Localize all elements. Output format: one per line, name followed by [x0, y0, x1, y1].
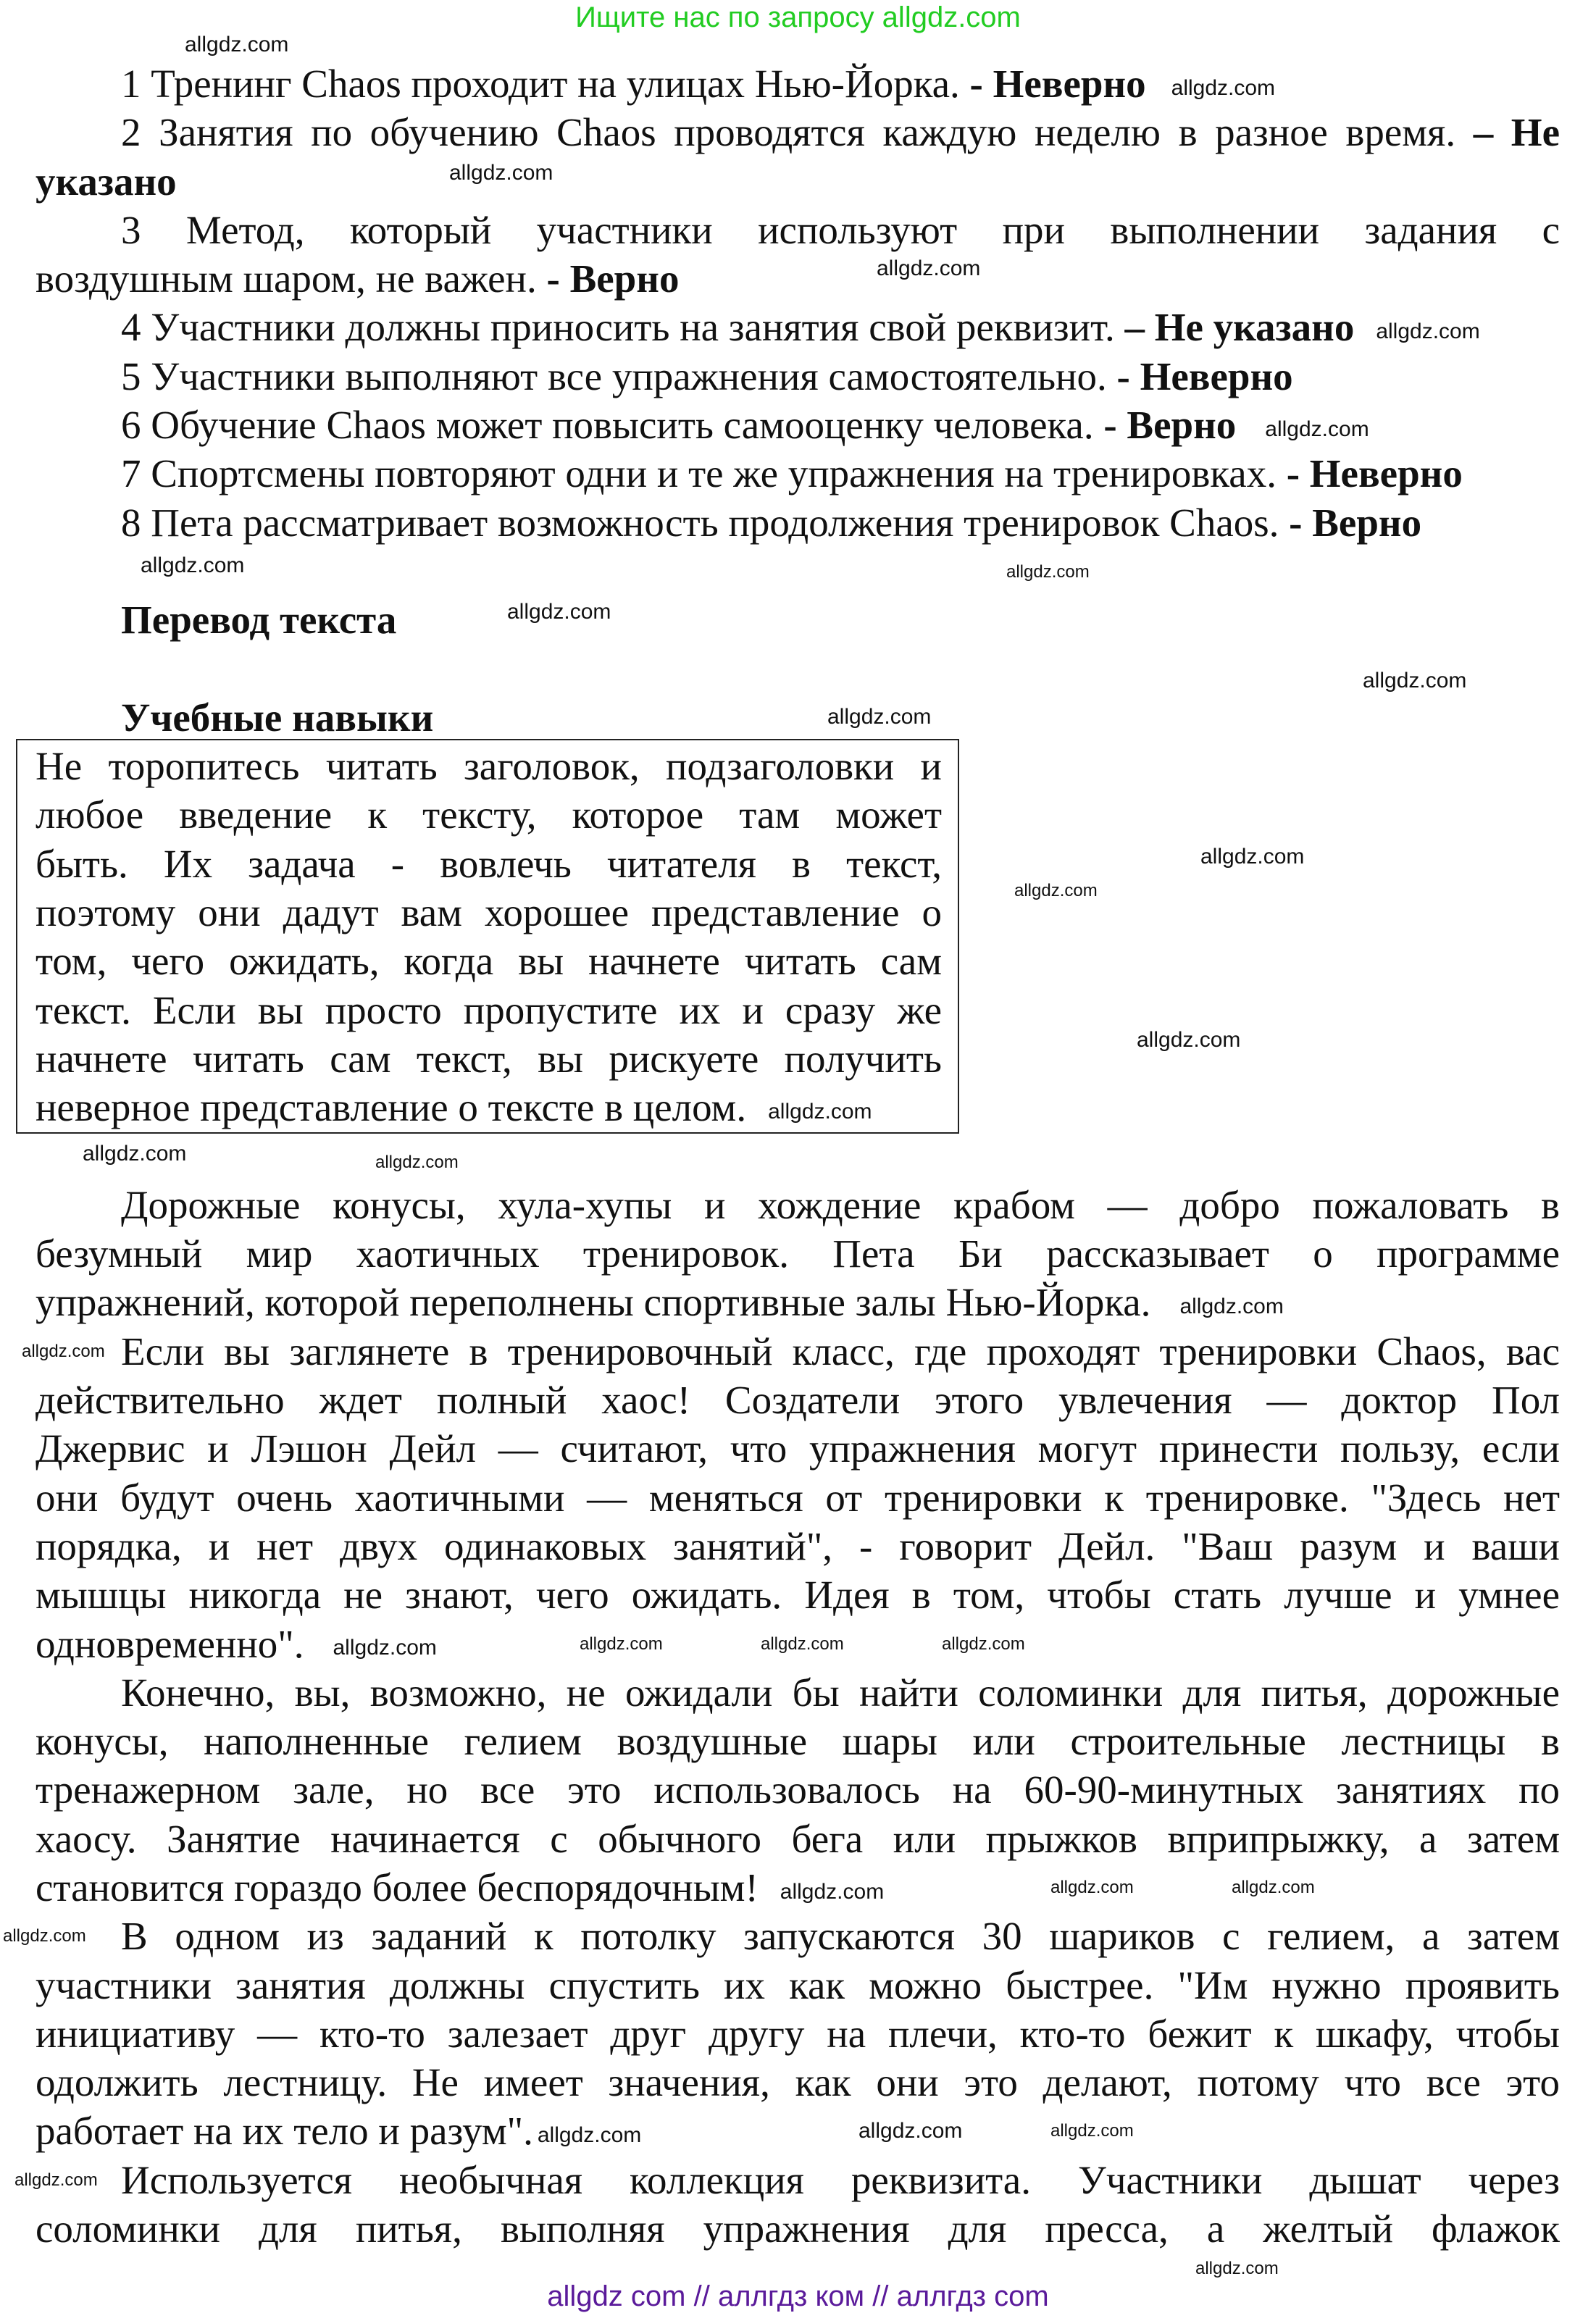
watermark: allgdz.com [942, 1634, 1025, 1654]
paragraph-line [0, 1376, 1596, 1424]
answer-line [0, 59, 1596, 108]
paragraph-line [0, 2204, 1596, 2253]
section-heading [0, 595, 1596, 644]
watermark: allgdz.com [22, 1342, 105, 1361]
watermark: allgdz.com [333, 1636, 437, 1660]
answer-line [0, 352, 1596, 401]
watermark: allgdz.com [1265, 417, 1369, 441]
watermark: allgdz.com [768, 1099, 872, 1124]
paragraph-text: одновременно". [35, 1621, 304, 1666]
box-text: неверное представление о тексте в целом. [35, 1085, 747, 1130]
box-text: текст. Если вы просто пропустите их и сразу же [35, 987, 942, 1032]
site-banner: Ищите нас по запросу allgdz.com [575, 1, 1021, 33]
paragraph-text: Дорожные конусы, хула-хупы и хождение крабом — добро пожаловать в [121, 1182, 1560, 1227]
watermark: allgdz.com [507, 600, 611, 624]
watermark: allgdz.com [1376, 319, 1480, 344]
paragraph-line [0, 1863, 1596, 1912]
answer-statement: 4 Участники должны приносить на занятия свой реквизит. [121, 305, 1125, 350]
paragraph-line [0, 1181, 1596, 1229]
watermark: allgdz.com [761, 1634, 844, 1654]
box-line [0, 1034, 1596, 1083]
watermark: allgdz.com [185, 33, 289, 57]
box-line [0, 840, 1596, 888]
paragraph-line [0, 1522, 1596, 1570]
paragraph-line [0, 1765, 1596, 1814]
box-text: поэтому они дадут вам хорошее представление о [35, 890, 942, 935]
answer-statement: 2 Занятия по обучению Chaos проводятся каждую неделю в разное время. [121, 110, 1474, 155]
section-heading [0, 693, 1596, 742]
watermark: allgdz.com [14, 2170, 98, 2190]
watermark: allgdz.com [1137, 1028, 1241, 1052]
answer-line [0, 206, 1596, 254]
paragraph-text: тренажерном зале, но все это использовалось на 60-90-минутных занятиях по [35, 1768, 1560, 1812]
answer-line [0, 449, 1596, 498]
paragraph-text: упражнений, которой переполнены спортивные залы Нью-Йорка. [35, 1280, 1151, 1325]
watermark: allgdz.com [1195, 2259, 1279, 2278]
watermark: allgdz.com [1179, 1294, 1284, 1319]
paragraph-line [0, 2009, 1596, 2058]
answer-line [0, 157, 1596, 206]
paragraph-line [0, 1327, 1596, 1376]
answer-verdict: - Неверно [969, 62, 1146, 106]
watermark: allgdz.com [1171, 75, 1276, 100]
watermark: allgdz.com [1232, 1878, 1315, 1897]
box-text: том, чего ожидать, когда вы начнете читать сам [35, 939, 942, 984]
answer-verdict: - Неверно [1286, 451, 1463, 496]
paragraph-text: Конечно, вы, возможно, не ожидали бы найти соломинки для питья, дорожные [121, 1670, 1560, 1715]
paragraph-line [0, 2107, 1596, 2155]
paragraph-text: работает на их тело и разум". [35, 2109, 533, 2154]
answer-line [0, 401, 1596, 449]
watermark: allgdz.com [537, 2123, 642, 2148]
paragraph-line [0, 1570, 1596, 1619]
answer-statement: воздушным шаром, не важен. [35, 256, 547, 301]
paragraph-text: Используется необычная коллекция реквизита. Участники дышат через [121, 2157, 1560, 2202]
translation-heading: Перевод текста [121, 598, 397, 643]
answer-verdict: - Неверно [1116, 354, 1293, 398]
answer-statement: 3 Метод, который участники используют при выполнении задания с [121, 207, 1560, 252]
watermark: allgdz.com [1014, 881, 1098, 900]
box-text: начнете читать сам текст, вы рискуете получить [35, 1036, 942, 1081]
paragraph-line [0, 2156, 1596, 2204]
answer-line [0, 498, 1596, 547]
box-line [0, 937, 1596, 985]
answer-statement: 7 Спортсмены повторяют одни и те же упражнения на тренировках. [121, 451, 1287, 496]
paragraph-line [0, 1717, 1596, 1765]
paragraph-text: соломинки для питья, выполняя упражнения для пресса, а желтый флажок [35, 2207, 1560, 2251]
paragraph-line [0, 1668, 1596, 1717]
watermark: allgdz.com [1006, 562, 1090, 582]
answer-statement: 1 Тренинг Chaos проходит на улицах Нью-Йорка. [121, 62, 970, 106]
blank-line [0, 645, 1596, 693]
paragraph-text: безумный мир хаотичных тренировок. Пета Би рассказывает о программе [35, 1231, 1560, 1276]
box-line [0, 986, 1596, 1034]
paragraph-text: одолжить лестницу. Не имеет значения, как они это делают, потому что все это [35, 2060, 1560, 2105]
answer-verdict: – Не указано [1124, 305, 1355, 350]
paragraph-text: участники занятия должны спустить их как можно быстрее. "Им нужно проявить [35, 1962, 1560, 2007]
watermark: allgdz.com [1363, 669, 1467, 693]
paragraph-text: Если вы заглянете в тренировочный класс, где проходят тренировки Chaos, вас [121, 1329, 1560, 1373]
box-line [0, 790, 1596, 839]
answer-statement: 8 Пета рассматривает возможность продолжения тренировок Chaos. [121, 500, 1290, 545]
answer-line [0, 254, 1596, 303]
watermark: allgdz.com [780, 1879, 885, 1904]
answer-verdict: - Верно [546, 256, 680, 301]
answer-verdict: – Не [1473, 110, 1560, 155]
paragraph-line [0, 1961, 1596, 2009]
paragraph-line [0, 1473, 1596, 1522]
watermark: allgdz.com [3, 1926, 86, 1946]
watermark: allgdz.com [858, 2119, 963, 2143]
paragraph-line [0, 2058, 1596, 2107]
paragraph-text: В одном из заданий к потолку запускаются 30 шариков с гелием, а затем [121, 1914, 1560, 1959]
paragraph-text: становится гораздо более беспорядочным! [35, 1865, 759, 1910]
watermark: allgdz.com [827, 705, 932, 729]
paragraph-text: действительно ждет полный хаос! Создатели этого увлечения — доктор Пол [35, 1378, 1560, 1423]
answer-verdict: указано [35, 159, 177, 204]
box-line [0, 1083, 1596, 1132]
watermark: allgdz.com [449, 161, 553, 185]
paragraph-text: конусы, наполненные гелием воздушные шары или строительные лестницы в [35, 1719, 1560, 1764]
paragraph-line [0, 1424, 1596, 1473]
paragraph-text: мышцы никогда не знают, чего ожидать. Идея в том, чтобы стать лучше и умнее [35, 1573, 1560, 1618]
footer-banner: allgdz com // аллгдз ком // аллгдз com [547, 2280, 1049, 2312]
paragraph-text: инициативу — кто-то залезает друг другу на плечи, кто-то бежит к шкафу, чтобы [35, 2011, 1560, 2056]
box-text: быть. Их задача - вовлечь читателя в текст, [35, 841, 942, 886]
box-line [0, 888, 1596, 937]
paragraph-text: они будут очень хаотичными — меняться от тренировки к тренировке. "Здесь нет [35, 1475, 1560, 1520]
watermark: allgdz.com [83, 1142, 187, 1166]
paragraph-text: Джервис и Лэшон Дейл — считают, что упражнения могут принести пользу, если [35, 1426, 1560, 1471]
watermark: allgdz.com [375, 1153, 459, 1172]
blank-line [0, 1132, 1596, 1181]
document-body [0, 59, 1596, 2253]
answer-statement: 6 Обучение Chaos может повысить самооценку человека. [121, 403, 1104, 448]
paragraph-line [0, 1229, 1596, 1278]
watermark: allgdz.com [1050, 1878, 1134, 1897]
watermark: allgdz.com [1200, 845, 1305, 869]
answer-line [0, 303, 1596, 351]
paragraph-line [0, 1815, 1596, 1863]
watermark: allgdz.com [1050, 2121, 1134, 2141]
watermark: allgdz.com [580, 1634, 663, 1654]
paragraph-text: хаосу. Занятие начинается с обычного бега или прыжков вприпрыжку, а затем [35, 1816, 1560, 1861]
box-text: Не торопитесь читать заголовок, подзаголовки и [35, 744, 942, 789]
skills-heading: Учебные навыки [121, 695, 434, 740]
answer-verdict: - Верно [1103, 403, 1237, 448]
watermark: allgdz.com [141, 553, 245, 577]
answer-verdict: - Верно [1289, 500, 1422, 545]
paragraph-line [0, 1912, 1596, 1960]
box-text: любое введение к тексту, которое там может [35, 792, 942, 837]
box-line [0, 742, 1596, 790]
paragraph-text: порядка, и нет двух одинаковых занятий", - говорит Дейл. "Ваш разум и ваши [35, 1523, 1560, 1568]
answer-statement: 5 Участники выполняют все упражнения самостоятельно. [121, 354, 1117, 398]
answer-line [0, 108, 1596, 156]
paragraph-line [0, 1278, 1596, 1326]
watermark: allgdz.com [877, 256, 981, 280]
